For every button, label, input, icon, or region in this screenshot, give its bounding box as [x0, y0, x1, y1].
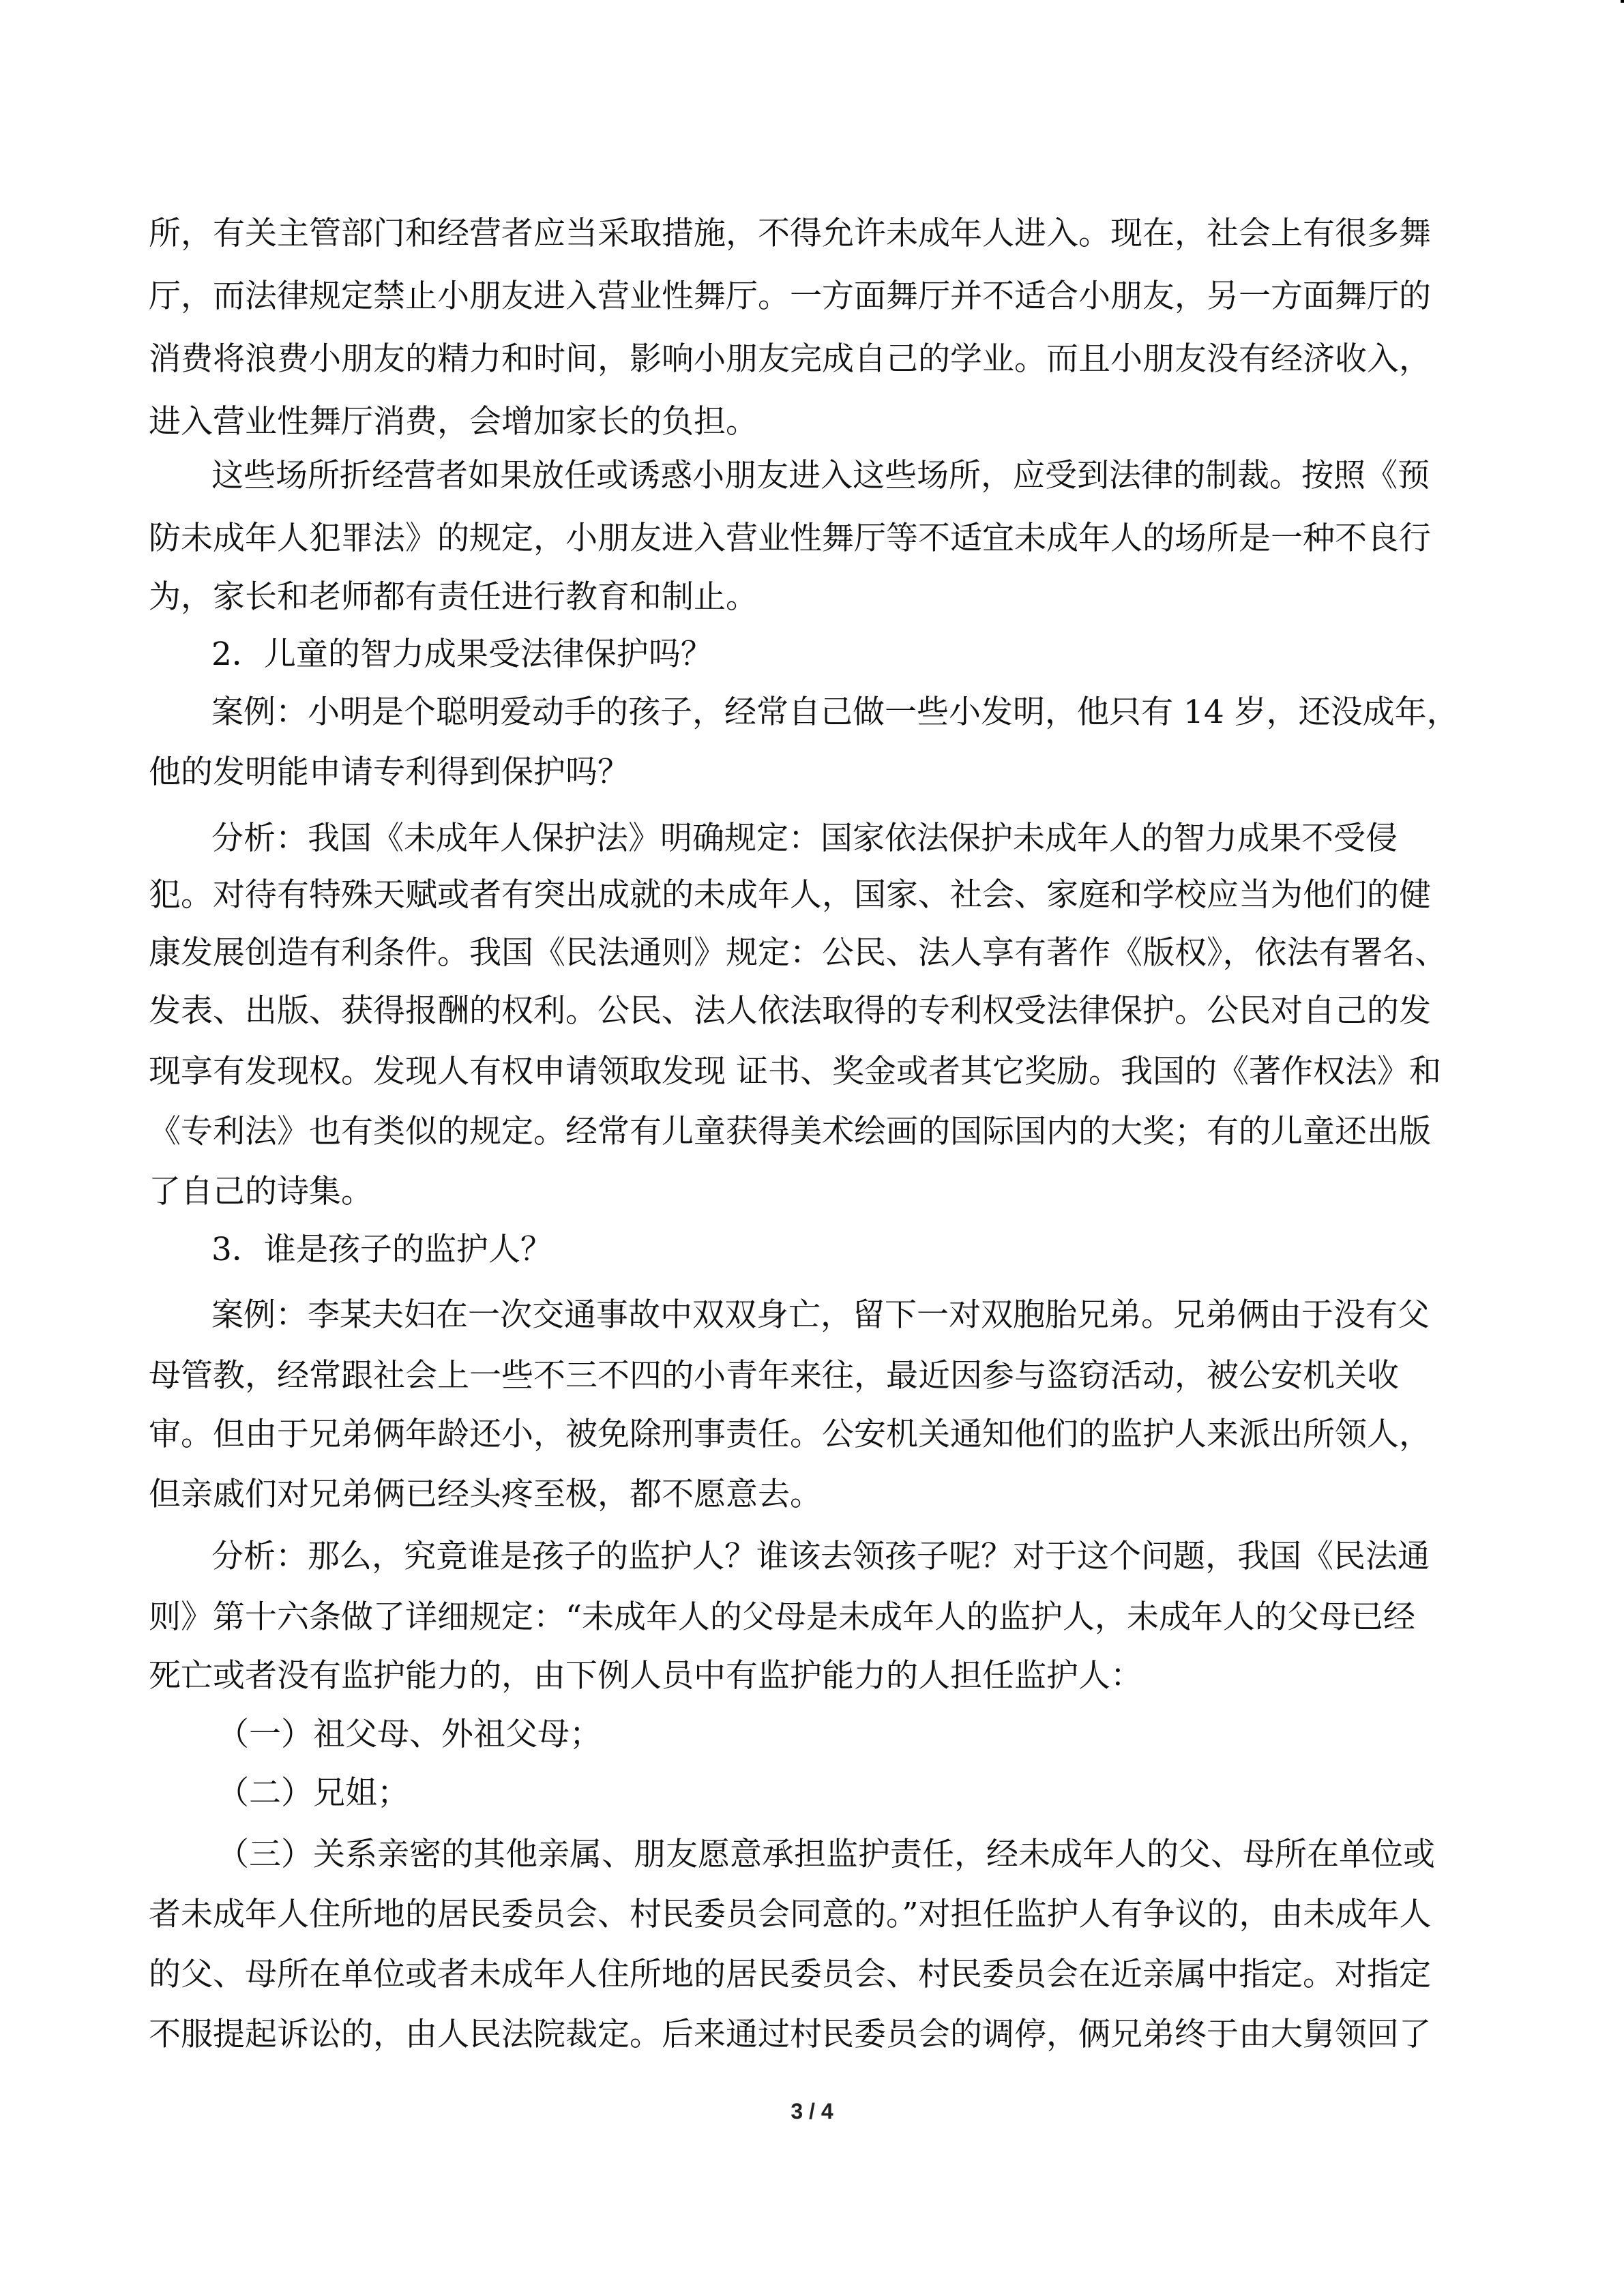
body-text-line: 他的发明能申请专利得到保护吗？: [149, 754, 630, 791]
body-text-line: 康发展创造有利条件。我国《民法通则》规定：公民、法人享有著作《版权》，依法有署名、: [149, 934, 1447, 972]
page-number: 3 / 4: [791, 2099, 833, 2123]
body-text-line: 这些场所折经营者如果放任或诱惑小朋友进入这些场所，应受到法律的制裁。按照《预: [211, 457, 1430, 494]
body-text-line: 《专利法》也有类似的规定。经常有儿童获得美术绘画的国际国内的大奖；有的儿童还出版: [149, 1113, 1431, 1150]
body-text-line: 不服提起诉讼的，由人民法院裁定。后来通过村民委员会的调停，俩兄弟终于由大舅领回了: [149, 2016, 1431, 2053]
body-text-line: 死亡或者没有监护能力的，由下例人员中有监护能力的人担任监护人：: [149, 1657, 1142, 1695]
body-text-line: 分析：那么，究竟谁是孩子的监护人？谁该去领孩子呢？对于这个问题，我国《民法通: [211, 1538, 1430, 1575]
list-item: （三）关系亲密的其他亲属、朋友愿意承担监护责任，经未成年人的父、母所在单位或: [217, 1836, 1435, 1873]
body-text-line: 现享有发现权。发现人有权申请领取发现 证书、奖金或者其它奖励。我国的《著作权法》和: [149, 1053, 1441, 1090]
body-text-line: 所，有关主管部门和经营者应当采取措施，不得允许未成年人进入。现在，社会上有很多舞: [149, 215, 1431, 252]
body-text-line: 了自己的诗集。: [149, 1173, 373, 1210]
body-text-line: 母管教，经常跟社会上一些不三不四的小青年来往，最近因参与盗窃活动，被公安机关收: [149, 1357, 1399, 1395]
body-text-line: 进入营业性舞厅消费，会增加家长的负担。: [149, 403, 758, 441]
body-text-line: 消费将浪费小朋友的精力和时间，影响小朋友完成自己的学业。而且小朋友没有经济收入，: [149, 340, 1431, 378]
body-text-line: 案例：李某夫妇在一次交通事故中双双身亡，留下一对双胞胎兄弟。兄弟俩由于没有父: [211, 1296, 1430, 1334]
section-heading: 2．儿童的智力成果受法律保护吗？: [211, 636, 713, 673]
body-text-line: 但亲戚们对兄弟俩已经头疼至极，都不愿意去。: [149, 1476, 822, 1513]
list-item: （一）祖父母、外祖父母；: [217, 1716, 602, 1753]
page-corner-mark: [1621, 0, 1624, 3]
body-text-line: 者未成年人住所地的居民委员会、村民委员会同意的。”对担任监护人有争议的，由未成年人: [149, 1896, 1432, 1933]
body-text-line: 的父、母所在单位或者未成年人住所地的居民委员会、村民委员会在近亲属中指定。对指定: [149, 1956, 1431, 1993]
body-text-line: 分析：我国《未成年人保护法》明确规定：国家依法保护未成年人的智力成果不受侵: [211, 820, 1398, 857]
section-heading: 3．谁是孩子的监护人？: [211, 1231, 552, 1268]
body-text-line: 犯。对待有特殊天赋或者有突出成就的未成年人，国家、社会、家庭和学校应当为他们的健: [149, 876, 1431, 914]
body-text-line: 则》第十六条做了详细规定：“未成年人的父母是未成年人的监护人，未成年人的父母已经: [149, 1598, 1416, 1636]
body-text-line: 为，家长和老师都有责任进行教育和制止。: [149, 578, 758, 616]
body-text-line: 案例：小明是个聪明爱动手的孩子，经常自己做一些小发明，他只有 14 岁，还没成年，: [211, 694, 1459, 731]
body-text-line: 发表、出版、获得报酬的权利。公民、法人依法取得的专利权受法律保护。公民对自己的发: [149, 992, 1431, 1030]
body-text-line: 厅，而法律规定禁止小朋友进入营业性舞厅。一方面舞厅并不适合小朋友，另一方面舞厅的: [149, 278, 1431, 315]
body-text-line: 审。但由于兄弟俩年龄还小，被免除刑事责任。公安机关通知他们的监护人来派出所领人，: [149, 1416, 1431, 1453]
body-text-line: 防未成年人犯罪法》的规定，小朋友进入营业性舞厅等不适宜未成年人的场所是一种不良行: [149, 520, 1431, 557]
list-item: （二）兄姐；: [217, 1774, 409, 1812]
